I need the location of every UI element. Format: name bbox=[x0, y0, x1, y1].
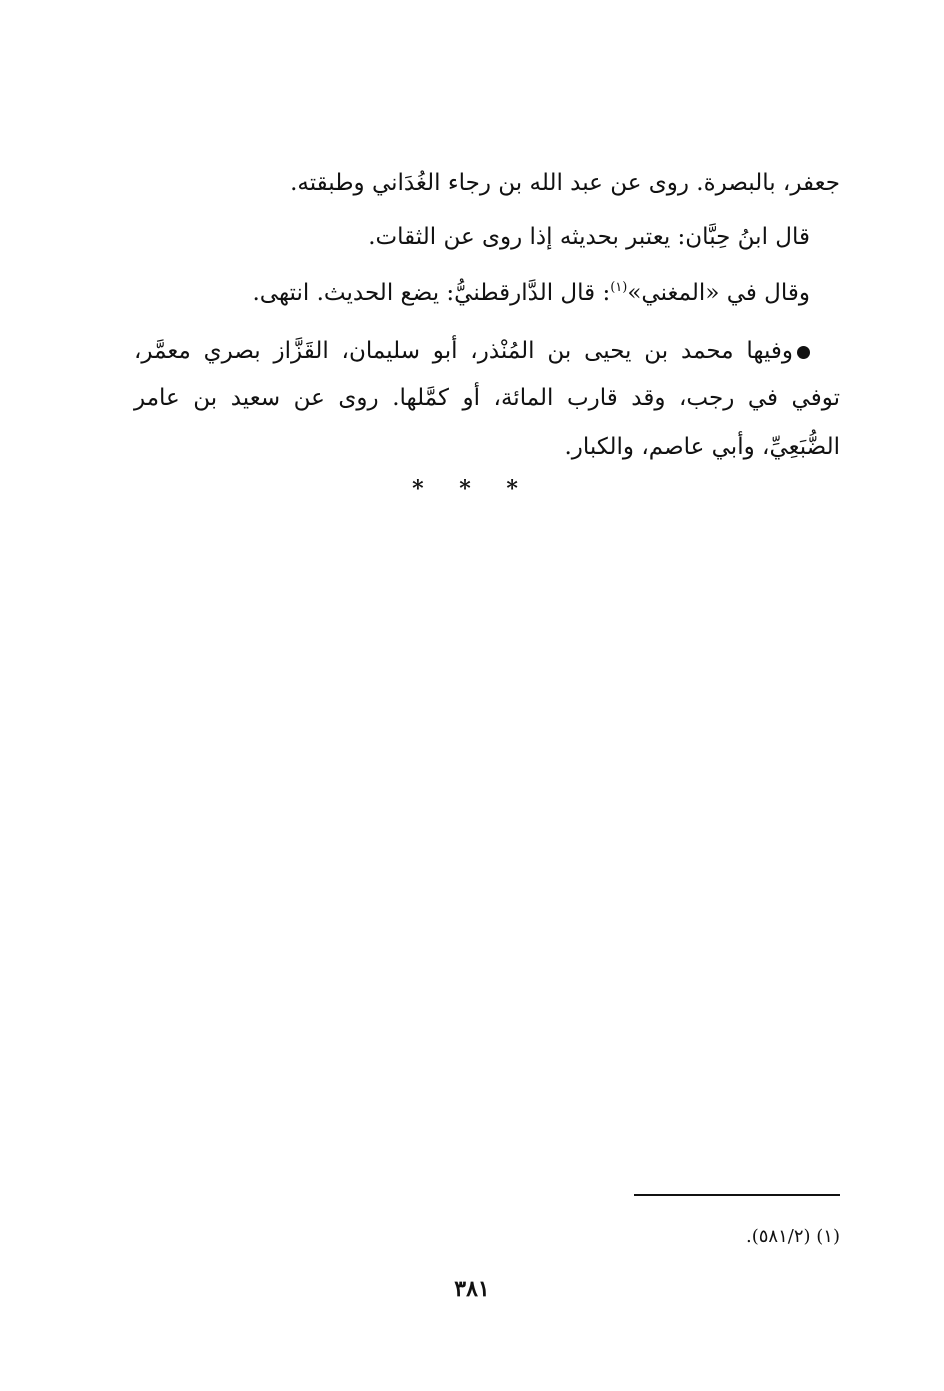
text-line-5: توفي في رجب، وقد قارب المائة، أو كمَّلها. روى عن سعيد بن عامر bbox=[134, 385, 840, 411]
footnote-reference: (١) bbox=[610, 280, 628, 295]
text-line-4-text: وفيها محمد بن يحيى بن المُنْذر، أبو سليمان، القَزَّاز بصري معمَّر، bbox=[134, 338, 793, 364]
text-line-2: قال ابنُ حِبَّان: يعتبر بحديثه إذا روى عن الثقات. bbox=[368, 224, 810, 250]
text-line-3 bbox=[252, 278, 810, 308]
page-number: ٣٨١ bbox=[454, 1276, 490, 1302]
text-line-4 bbox=[134, 336, 810, 366]
section-separator: * * * bbox=[412, 476, 532, 502]
text-line-6: الضُّبَعِيِّ، وأبي عاصم، والكبار. bbox=[564, 434, 840, 460]
text-line-3-start: وقال في «المغني» bbox=[627, 280, 810, 306]
footnote: (١) (٥٨١/٢). bbox=[746, 1226, 840, 1247]
text-line-3-end: : قال الدَّارقطنيُّ: يضع الحديث. انتهى. bbox=[252, 280, 611, 306]
footnote-divider bbox=[634, 1194, 840, 1196]
bullet-icon bbox=[797, 346, 810, 359]
text-line-1: جعفر، بالبصرة. روى عن عبد الله بن رجاء الغُدَاني وطبقته. bbox=[290, 170, 840, 196]
